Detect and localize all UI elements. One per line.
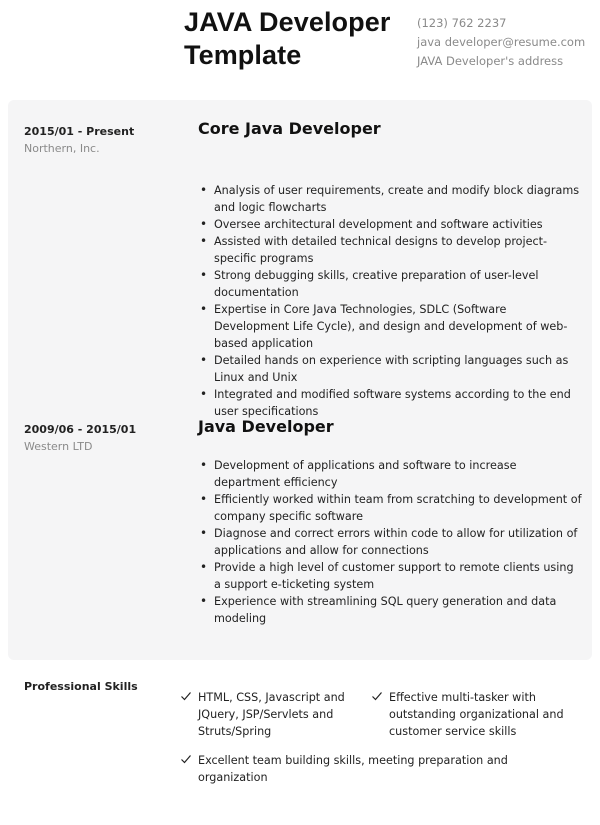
list-item: • Diagnose and correct errors within code to allow for utilization of applications and allow for connections bbox=[200, 526, 578, 557]
bullet-dot-icon: • bbox=[200, 217, 208, 231]
list-item: • Analysis of user requirements, create and modify block diagrams and logic flowcharts bbox=[200, 183, 580, 214]
list-item: • Provide a high level of customer support to remote clients using a support e-ticketing system bbox=[200, 560, 574, 591]
bullet-dot-icon: • bbox=[200, 234, 208, 248]
skills-heading: Professional Skills bbox=[24, 680, 138, 693]
job-title: Java Developer bbox=[198, 417, 334, 436]
bullet-dot-icon: • bbox=[200, 560, 208, 574]
skill-item: HTML, CSS, Javascript and JQuery, JSP/Servlets and Struts/Spring bbox=[180, 689, 368, 740]
job-responsibilities bbox=[198, 457, 582, 627]
email-address: java developer@resume.com bbox=[417, 35, 586, 49]
job-responsibilities bbox=[198, 182, 582, 420]
job-title: Core Java Developer bbox=[198, 119, 381, 138]
job-company: Northern, Inc. bbox=[24, 142, 100, 155]
bullet-dot-icon: • bbox=[200, 526, 208, 540]
resume-header bbox=[0, 0, 600, 90]
resume-title: JAVA Developer Template bbox=[184, 7, 391, 70]
skill-item: Excellent team building skills, meeting preparation and organization bbox=[180, 752, 538, 786]
bullet-dot-icon: • bbox=[200, 387, 208, 401]
list-item: • Efficiently worked within team from scratching to development of company specific software bbox=[200, 492, 582, 523]
postal-address: JAVA Developer's address bbox=[417, 54, 564, 68]
bullet-dot-icon: • bbox=[200, 183, 208, 197]
bullet-dot-icon: • bbox=[200, 492, 208, 506]
list-item: • Development of applications and software to increase department efficiency bbox=[200, 458, 517, 489]
list-item: • Oversee architectural development and software activities bbox=[200, 217, 543, 231]
bullet-dot-icon: • bbox=[200, 458, 208, 472]
checkmark-icon bbox=[371, 690, 383, 702]
bullet-dot-icon: • bbox=[200, 353, 208, 367]
experience-section bbox=[8, 100, 592, 660]
contact-info bbox=[417, 14, 585, 71]
list-item: • Experience with streamlining SQL query generation and data modeling bbox=[200, 594, 557, 625]
skill-item: Effective multi-tasker with outstanding organizational and customer service skills bbox=[371, 689, 589, 740]
bullet-dot-icon: • bbox=[200, 594, 208, 608]
job-dates: 2015/01 - Present bbox=[24, 125, 135, 138]
bullet-dot-icon: • bbox=[200, 302, 208, 316]
job-company: Western LTD bbox=[24, 440, 93, 453]
checkmark-icon bbox=[180, 690, 192, 702]
list-item: • Strong debugging skills, creative preparation of user-level documentation bbox=[200, 268, 539, 299]
list-item: • Assisted with detailed technical designs to develop project-specific programs bbox=[200, 234, 548, 265]
bullet-dot-icon: • bbox=[200, 268, 208, 282]
phone-number: (123) 762 2237 bbox=[417, 16, 507, 30]
job-dates: 2009/06 - 2015/01 bbox=[24, 423, 137, 436]
list-item: • Detailed hands on experience with scripting languages such as Linux and Unix bbox=[200, 353, 569, 384]
checkmark-icon bbox=[180, 753, 192, 765]
list-item: • Integrated and modified software systems according to the end user specifications bbox=[200, 387, 571, 418]
list-item: • Expertise in Core Java Technologies, SDLC (Software Development Life Cycle), and design and development of web-based application bbox=[200, 302, 568, 350]
